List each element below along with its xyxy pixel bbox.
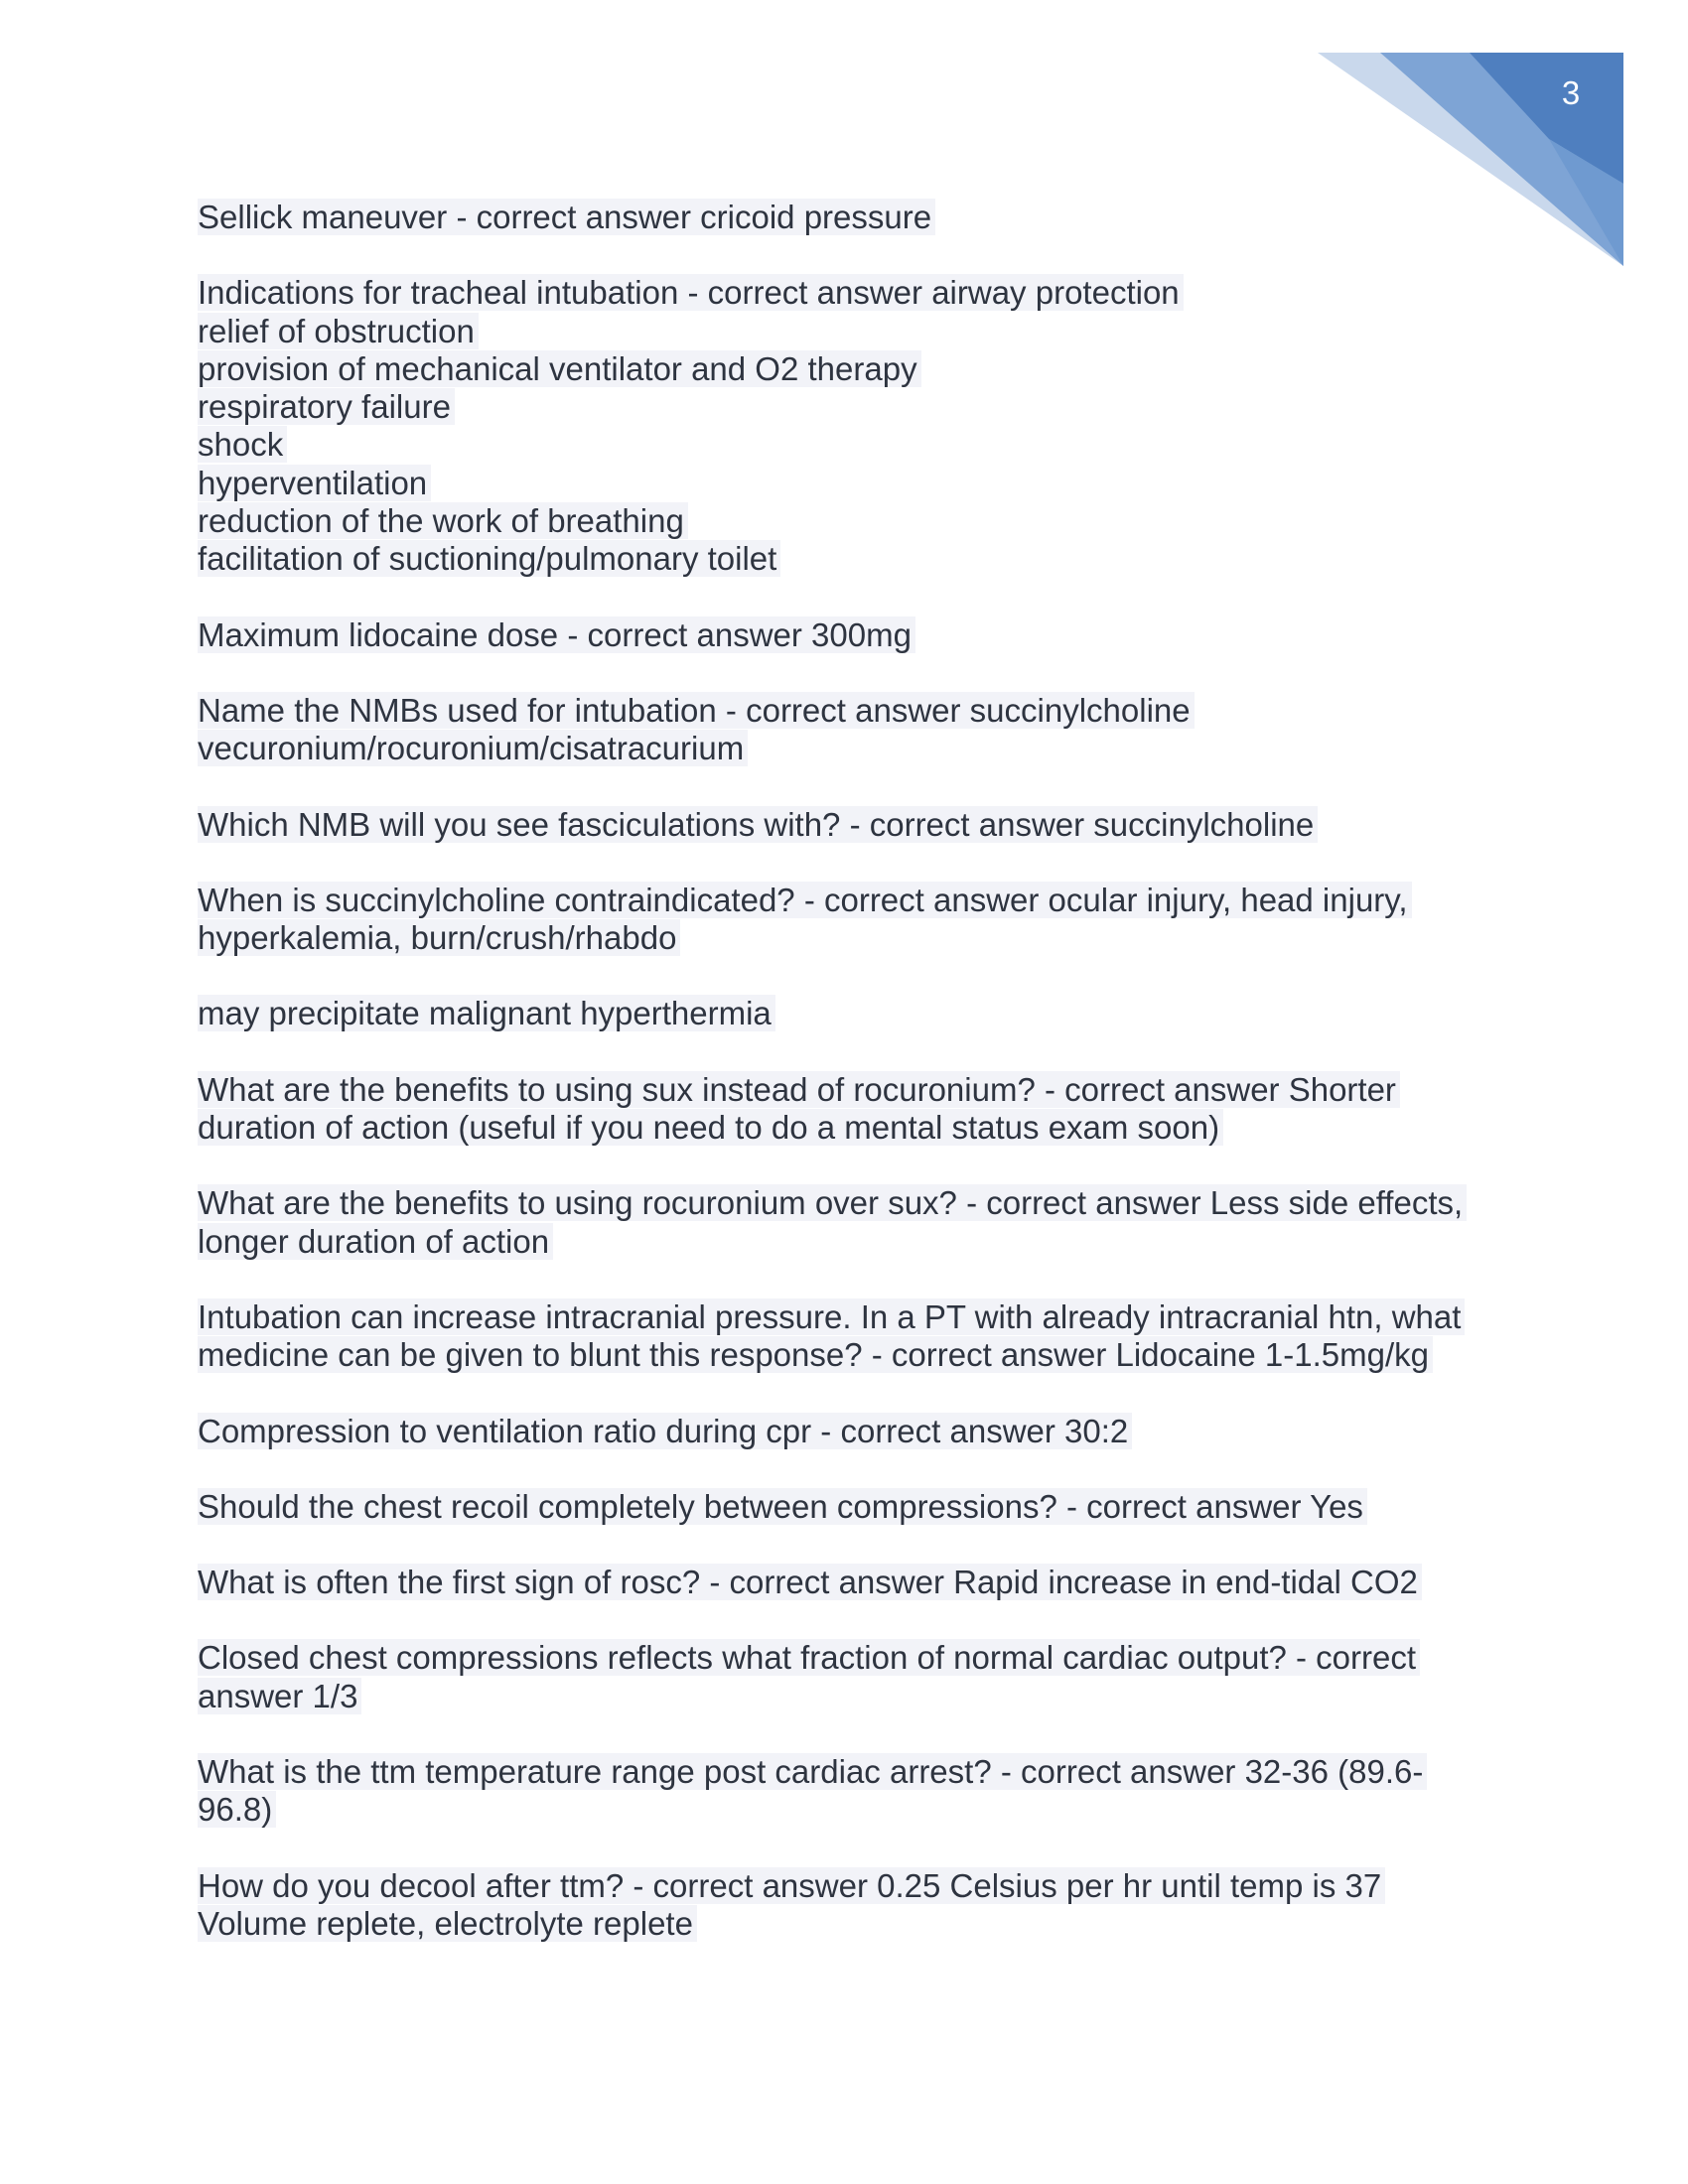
qa-line	[198, 1753, 1508, 1791]
qa-item	[198, 199, 1508, 236]
qa-line-text: Name the NMBs used for intubation - correct answer succinylcholine	[198, 692, 1195, 729]
qa-line	[198, 995, 1508, 1032]
qa-line	[198, 1071, 1508, 1109]
qa-line	[198, 882, 1508, 919]
qa-line-text: Maximum lidocaine dose - correct answer 300mg	[198, 616, 915, 653]
qa-item	[198, 806, 1508, 844]
qa-item	[198, 1413, 1508, 1450]
qa-line	[198, 806, 1508, 844]
qa-line-text: Which NMB will you see fasciculations with? - correct answer succinylcholine	[198, 806, 1318, 843]
qa-line	[198, 1109, 1508, 1147]
qa-line	[198, 274, 1508, 312]
qa-line-text: hyperventilation	[198, 465, 431, 501]
qa-line	[198, 199, 1508, 236]
qa-item	[198, 882, 1508, 958]
qa-item	[198, 1639, 1508, 1715]
qa-line	[198, 313, 1508, 350]
qa-line-text: longer duration of action	[198, 1223, 553, 1260]
qa-item	[198, 1071, 1508, 1148]
qa-line	[198, 1678, 1508, 1715]
qa-line-text: answer 1/3	[198, 1678, 361, 1714]
qa-line-text: medicine can be given to blunt this response? - correct answer Lidocaine 1-1.5mg/kg	[198, 1336, 1433, 1373]
page-number: 3	[1561, 74, 1581, 111]
qa-line-text: shock	[198, 426, 287, 463]
qa-line-text: Intubation can increase intracranial pressure. In a PT with already intracranial htn, what	[198, 1298, 1465, 1335]
qa-line	[198, 919, 1508, 957]
qa-line	[198, 1639, 1508, 1677]
qa-line-text: Compression to ventilation ratio during cpr - correct answer 30:2	[198, 1413, 1132, 1449]
qa-line-text: respiratory failure	[198, 388, 455, 425]
qa-line	[198, 1791, 1508, 1829]
qa-line	[198, 1867, 1508, 1905]
qa-line	[198, 1413, 1508, 1450]
qa-line	[198, 465, 1508, 502]
qa-line-text: What is the ttm temperature range post cardiac arrest? - correct answer 32-36 (89.6-	[198, 1753, 1427, 1790]
qa-line-text: What are the benefits to using rocuronium over sux? - correct answer Less side effects,	[198, 1184, 1467, 1221]
qa-line-text: may precipitate malignant hyperthermia	[198, 995, 775, 1031]
qa-item	[198, 692, 1508, 768]
qa-line	[198, 1336, 1508, 1374]
qa-line	[198, 426, 1508, 464]
qa-line-text: reduction of the work of breathing	[198, 502, 688, 539]
qa-line-text: 96.8)	[198, 1791, 276, 1828]
qa-line-text: vecuronium/rocuronium/cisatracurium	[198, 730, 748, 766]
qa-line-text: provision of mechanical ventilator and O2 therapy	[198, 350, 921, 387]
qa-line	[198, 1298, 1508, 1336]
qa-line-text: facilitation of suctioning/pulmonary toilet	[198, 540, 780, 577]
qa-line	[198, 502, 1508, 540]
qa-item	[198, 616, 1508, 654]
qa-item	[198, 1184, 1508, 1261]
qa-line-text: How do you decool after ttm? - correct answer 0.25 Celsius per hr until temp is 37	[198, 1867, 1385, 1904]
qa-line	[198, 388, 1508, 426]
qa-line	[198, 730, 1508, 767]
qa-line-text: duration of action (useful if you need to do a mental status exam soon)	[198, 1109, 1223, 1146]
qa-item	[198, 1298, 1508, 1375]
qa-line	[198, 1564, 1508, 1601]
qa-line-text: When is succinylcholine contraindicated? - correct answer ocular injury, head injury,	[198, 882, 1412, 918]
qa-line-text: Should the chest recoil completely between compressions? - correct answer Yes	[198, 1488, 1367, 1525]
qa-line-text: hyperkalemia, burn/crush/rhabdo	[198, 919, 680, 956]
qa-item	[198, 995, 1508, 1032]
qa-line	[198, 540, 1508, 578]
qa-line	[198, 350, 1508, 388]
qa-item	[198, 1753, 1508, 1830]
qa-line	[198, 1488, 1508, 1526]
qa-line	[198, 692, 1508, 730]
qa-line-text: Sellick maneuver - correct answer cricoid pressure	[198, 199, 935, 235]
qa-line	[198, 1223, 1508, 1261]
qa-line-text: What is often the first sign of rosc? - correct answer Rapid increase in end-tidal CO2	[198, 1564, 1422, 1600]
qa-line	[198, 1184, 1508, 1222]
qa-item	[198, 1564, 1508, 1601]
qa-line-text: What are the benefits to using sux instead of rocuronium? - correct answer Shorter	[198, 1071, 1400, 1108]
qa-line	[198, 1905, 1508, 1943]
qa-line-text: relief of obstruction	[198, 313, 479, 349]
qa-line-text: Closed chest compressions reflects what fraction of normal cardiac output? - correct	[198, 1639, 1420, 1676]
flashcard-list	[198, 199, 1508, 1980]
qa-item	[198, 1867, 1508, 1944]
qa-line	[198, 616, 1508, 654]
qa-item	[198, 274, 1508, 578]
qa-line-text: Volume replete, electrolyte replete	[198, 1905, 697, 1942]
qa-item	[198, 1488, 1508, 1526]
qa-line-text: Indications for tracheal intubation - correct answer airway protection	[198, 274, 1184, 311]
